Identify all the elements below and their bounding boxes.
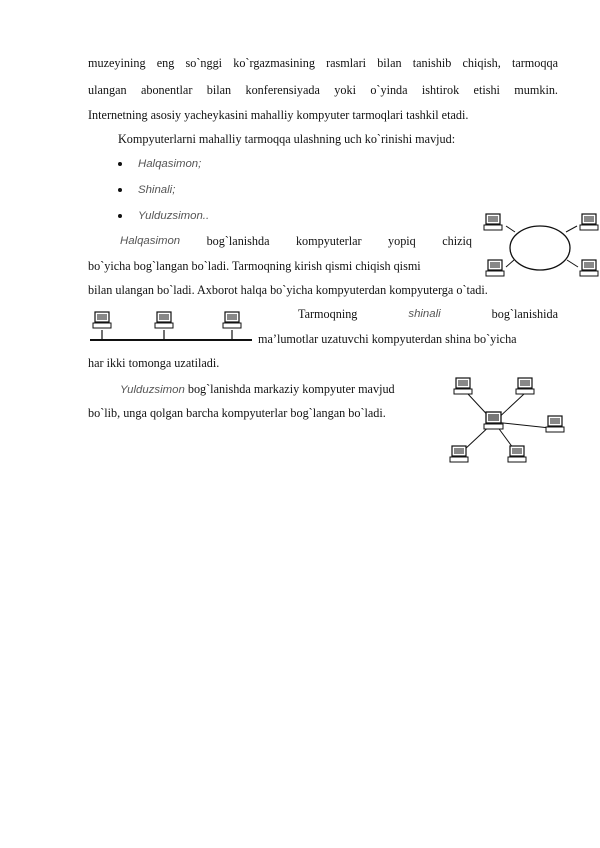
intro-text: Kompyuterlarni mahalliy tarmoqqa ulashning uch ko`rinishi mavjud: xyxy=(118,132,456,146)
bullet-item-shinali xyxy=(118,182,175,197)
computer-icon xyxy=(486,260,504,276)
computer-icon xyxy=(580,214,598,230)
computer-icon xyxy=(450,446,468,462)
word: bog`lanishda xyxy=(206,234,270,248)
word: ko`rgazmasining xyxy=(233,56,315,70)
paragraph-1-line-1 xyxy=(88,55,558,71)
computer-icon xyxy=(580,260,598,276)
link xyxy=(506,260,514,267)
computer-icon xyxy=(454,378,472,394)
bullet-icon xyxy=(118,214,122,218)
ring-paragraph-line-1 xyxy=(120,233,472,249)
bus-paragraph-line-3: har ikki tomonga uzatiladi. xyxy=(88,356,220,370)
bus-term: shinali xyxy=(408,308,441,320)
ring-topology-diagram xyxy=(482,212,600,284)
word: abonentlar xyxy=(140,83,193,97)
computer-icon xyxy=(93,312,111,328)
ring-cable xyxy=(510,226,570,270)
word: ishtirok xyxy=(421,83,460,97)
word: mumkin. xyxy=(514,83,558,97)
paragraph-1-line-2 xyxy=(88,82,558,98)
star-term: Yulduzsimon xyxy=(120,384,185,396)
bullet-label: Halqasimon; xyxy=(138,158,202,170)
link xyxy=(567,260,578,267)
link xyxy=(566,226,577,232)
word: yopiq xyxy=(388,234,416,248)
word: bilan xyxy=(206,83,232,97)
computer-icon xyxy=(546,416,564,432)
word: yoki xyxy=(334,83,356,97)
word: rasmlari xyxy=(326,56,367,70)
word: ulangan xyxy=(88,83,127,97)
word: etishi xyxy=(473,83,500,97)
star-paragraph-line-2: bo`lib, unga qolgan barcha kompyuterlar bog`langan bo`ladi. xyxy=(88,406,386,420)
word: kompyuterlar xyxy=(295,234,362,248)
word: konferensiyada xyxy=(245,83,320,97)
ring-paragraph-line-2: bo`yicha bog`langan bo`ladi. Tarmoqning kirish qismi chiqish qismi xyxy=(88,259,421,273)
computer-icon xyxy=(484,214,502,230)
bus-paragraph-line-2: ma’lumotlar uzatuvchi kompyuterdan shina bo`yicha xyxy=(258,332,517,346)
paragraph-1-line-3: Internetning asosiy yacheykasini mahalliy kompyuter tarmoqlari tashkil etadi. xyxy=(88,108,469,122)
star-line-1-rest: bog`lanishda markaziy kompyuter mavjud xyxy=(187,382,395,396)
word: bilan xyxy=(377,56,402,70)
bus-topology-diagram xyxy=(86,310,256,346)
word: o`yinda xyxy=(370,83,408,97)
bullet-item-halqasimon xyxy=(118,156,201,171)
bullet-item-yulduzsimon xyxy=(118,208,209,223)
word: tanishib xyxy=(412,56,452,70)
word: chiziq xyxy=(442,234,472,248)
star-topology-diagram xyxy=(446,376,576,470)
word: Tarmoqning xyxy=(298,307,358,321)
computer-icon xyxy=(508,446,526,462)
star-paragraph-line-1 xyxy=(120,381,440,398)
central-computer-icon xyxy=(484,412,503,429)
computer-icon xyxy=(223,312,241,328)
word: so`nggi xyxy=(185,56,223,70)
bullet-icon xyxy=(118,162,122,166)
bus-paragraph-line-1 xyxy=(298,306,558,322)
bullet-icon xyxy=(118,188,122,192)
word: eng xyxy=(156,56,175,70)
computer-icon xyxy=(155,312,173,328)
word: bog`lanishida xyxy=(491,307,558,321)
bullet-label: Yulduzsimon.. xyxy=(138,210,210,222)
ring-paragraph-line-3: bilan ulangan bo`ladi. Axborot halqa bo`yicha kompyuterdan kompyuterga o`tadi. xyxy=(88,283,488,297)
ring-term: Halqasimon xyxy=(120,235,181,247)
word: muzeyining xyxy=(88,56,146,70)
word: tarmoqqa xyxy=(511,56,558,70)
link xyxy=(506,226,515,232)
bullet-label: Shinali; xyxy=(138,184,176,196)
computer-icon xyxy=(516,378,534,394)
word: chiqish, xyxy=(462,56,501,70)
